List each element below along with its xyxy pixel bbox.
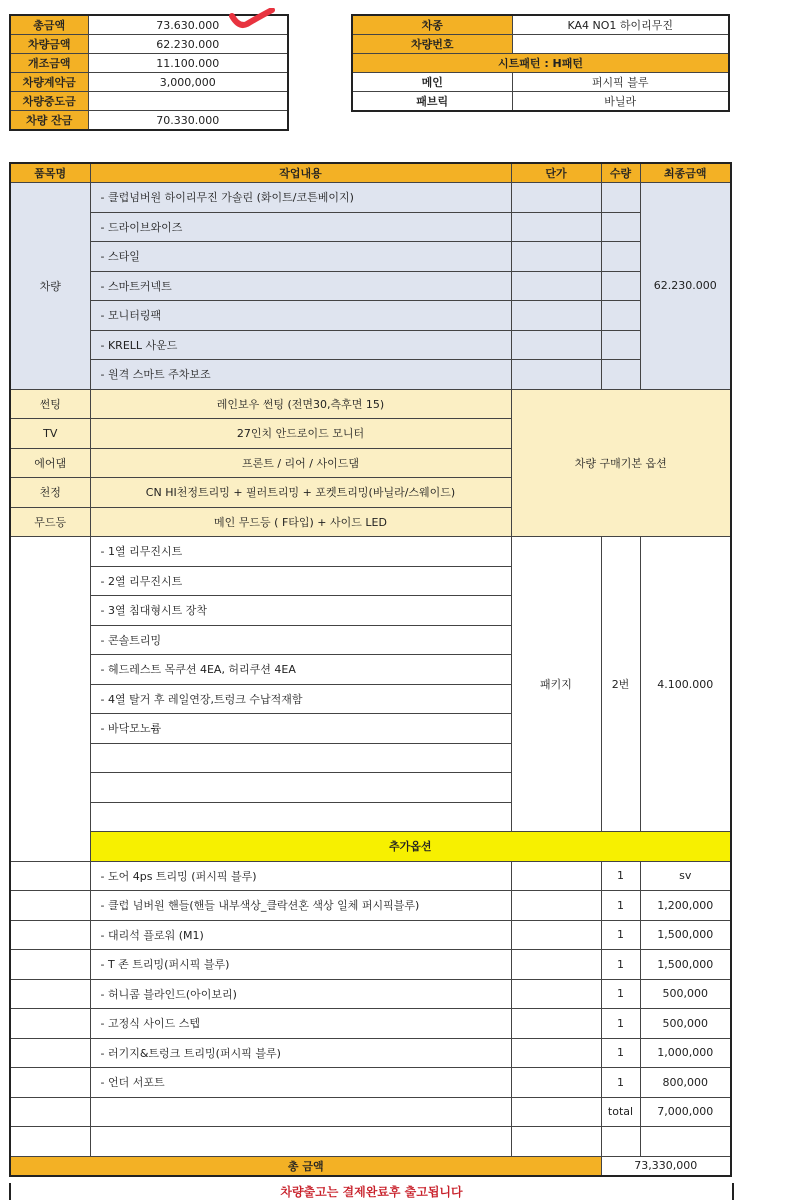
car-item-row [10,271,731,301]
additional-item: - 대리석 플로워 (M1) [90,920,511,950]
basic-content: CN HI천정트리밍 + 필러트리밍 + 포켓트리밍(바닐라/스웨이드) [90,478,511,508]
additional-amount: 800,000 [640,1068,731,1098]
car-total: 62.230.000 [640,183,731,390]
car-unit-price [511,301,601,331]
basic-content: 프론트 / 리어 / 사이드댐 [90,448,511,478]
package-item: - 4열 탈거 후 레일연장,트렁크 수납적재함 [90,684,511,714]
vehicle-info-table [351,14,730,112]
package-item: - 1열 리무진시트 [90,537,511,567]
additional-item [90,1097,511,1127]
package-item: - 바닥모노륨 [90,714,511,744]
additional-qty: 1 [601,1009,640,1039]
additional-unit-price [511,1097,601,1127]
package-item: - 헤드레스트 목쿠션 4EA, 허리쿠션 4EA [90,655,511,685]
package-item [90,773,511,803]
car-item: - 스타일 [90,242,511,272]
check-mark-icon [229,8,275,30]
package-category [10,537,90,862]
additional-qty: 1 [601,920,640,950]
additional-amount: sv [640,861,731,891]
car-unit-price [511,212,601,242]
additional-item: - 허니콤 블라인드(아이보리) [90,979,511,1009]
car-qty [601,183,640,213]
additional-item: - 언더 서포트 [90,1068,511,1098]
car-item-row [10,242,731,272]
additional-unit-price [511,1127,601,1157]
summary-value: 73.630.000 [88,15,288,35]
summary-row [10,73,288,92]
car-item: - 원격 스마트 주차보조 [90,360,511,390]
additional-amount: 1,200,000 [640,891,731,921]
additional-unit-price [511,979,601,1009]
additional-item: - 도어 4ps 트리밍 (퍼시픽 블루) [90,861,511,891]
additional-item: - 고정식 사이드 스텝 [90,1009,511,1039]
additional-item-row [10,1097,731,1127]
additional-qty: 1 [601,891,640,921]
header-content: 작업내용 [90,163,511,183]
additional-category [10,1127,90,1157]
price-summary-table [9,14,289,131]
additional-item-row [10,891,731,921]
summary-label: 차량 잔금 [10,111,88,131]
additional-unit-price [511,950,601,980]
additional-amount [640,1127,731,1157]
car-qty [601,301,640,331]
additional-category [10,1097,90,1127]
additional-category [10,861,90,891]
additional-item: - 클럽 넘버원 핸들(핸들 내부색상_클락션혼 색상 일체 퍼시픽블루) [90,891,511,921]
package-price: 패키지 [511,537,601,832]
car-item-row [10,183,731,213]
car-qty [601,360,640,390]
summary-row [10,35,288,54]
car-item-row [10,301,731,331]
summary-label: 총금액 [10,15,88,35]
car-item: - 드라이브와이즈 [90,212,511,242]
basic-content: 메인 무드등 ( F타입) + 사이드 LED [90,507,511,537]
summary-row [10,92,288,111]
fabric-label: 패브릭 [352,92,512,112]
additional-amount: 1,500,000 [640,950,731,980]
additional-category [10,1068,90,1098]
main-color-value: 퍼시픽 블루 [512,73,729,92]
package-item [90,743,511,773]
package-item-row [10,537,731,567]
summary-label: 차량계약금 [10,73,88,92]
header-unit-price: 단가 [511,163,601,183]
summary-label: 개조금액 [10,54,88,73]
header-category: 품목명 [10,163,90,183]
additional-item-row [10,1127,731,1157]
additional-options-header: 추가옵션 [90,832,731,862]
additional-category [10,950,90,980]
additional-header-row [10,832,731,862]
additional-qty: 1 [601,1068,640,1098]
summary-value: 70.330.000 [88,111,288,131]
additional-item-row [10,1038,731,1068]
additional-item-row [10,979,731,1009]
additional-unit-price [511,861,601,891]
basic-option-row [10,389,731,419]
additional-category [10,920,90,950]
summary-value: 11.100.000 [88,54,288,73]
basic-content: 레인보우 썬팅 (전면30,측후면 15) [90,389,511,419]
car-item: - 클럽넘버원 하이리무진 가솔린 (화이트/코튼베이지) [90,183,511,213]
notice-text: 차량출고는 결제완료후 출고됩니다 [9,1183,734,1200]
additional-amount: 1,000,000 [640,1038,731,1068]
additional-qty: 1 [601,1038,640,1068]
basic-category: 에어댐 [10,448,90,478]
fabric-value: 바닐라 [512,92,729,112]
additional-unit-price [511,920,601,950]
package-item: - 3열 침대형시트 장착 [90,596,511,626]
additional-category [10,1009,90,1039]
header-final-amount: 최종금액 [640,163,731,183]
summary-value: 62.230.000 [88,35,288,54]
car-item: - KRELL 사운드 [90,330,511,360]
additional-qty [601,1127,640,1157]
summary-label: 차량중도금 [10,92,88,111]
basic-category: 무드등 [10,507,90,537]
additional-item-row [10,1068,731,1098]
basic-content: 27인치 안드로이드 모니터 [90,419,511,449]
summary-row [10,54,288,73]
car-unit-price [511,242,601,272]
additional-item: - T 존 트리밍(퍼시픽 블루) [90,950,511,980]
model-label: 차종 [352,15,512,35]
additional-item [90,1127,511,1157]
additional-item-row [10,861,731,891]
car-unit-price [511,183,601,213]
model-value: KA4 NO1 하이리무진 [512,15,729,35]
package-item: - 2열 리무진시트 [90,566,511,596]
summary-value [88,92,288,111]
package-qty: 2번 [601,537,640,832]
summary-value: 3,000,000 [88,73,288,92]
additional-category [10,979,90,1009]
car-qty [601,212,640,242]
car-item: - 모니터링팩 [90,301,511,331]
plate-value [512,35,729,54]
car-category: 차량 [10,183,90,390]
additional-item-row [10,1009,731,1039]
main-color-label: 메인 [352,73,512,92]
car-qty [601,242,640,272]
additional-category [10,1038,90,1068]
additional-amount: 1,500,000 [640,920,731,950]
summary-label: 차량금액 [10,35,88,54]
additional-unit-price [511,1009,601,1039]
basic-category: TV [10,419,90,449]
additional-qty: 1 [601,979,640,1009]
car-unit-price [511,330,601,360]
car-unit-price [511,271,601,301]
car-item: - 스마트커넥트 [90,271,511,301]
additional-unit-price [511,1038,601,1068]
car-item-row [10,360,731,390]
car-unit-price [511,360,601,390]
package-total: 4.100.000 [640,537,731,832]
additional-item-row [10,920,731,950]
grand-total-value: 73,330,000 [601,1156,731,1176]
additional-amount: 500,000 [640,1009,731,1039]
additional-unit-price [511,1068,601,1098]
grand-total-label: 총 금액 [10,1156,601,1176]
header-qty: 수량 [601,163,640,183]
additional-unit-price [511,891,601,921]
additional-item: - 러기지&트렁크 트리밍(퍼시픽 블루) [90,1038,511,1068]
basic-note: 차량 구매기본 옵션 [511,389,731,537]
summary-row [10,111,288,131]
plate-label: 차량번호 [352,35,512,54]
additional-amount: 500,000 [640,979,731,1009]
additional-qty: 1 [601,861,640,891]
additional-qty: 1 [601,950,640,980]
basic-category: 천정 [10,478,90,508]
additional-category [10,891,90,921]
basic-category: 썬팅 [10,389,90,419]
car-item-row [10,212,731,242]
grand-total-row [10,1156,731,1176]
seat-pattern: 시트패턴 : H패턴 [352,54,729,73]
package-item: - 콘솔트리밍 [90,625,511,655]
work-items-table [9,162,732,1177]
car-item-row [10,330,731,360]
car-qty [601,271,640,301]
car-qty [601,330,640,360]
additional-qty: total [601,1097,640,1127]
additional-amount: 7,000,000 [640,1097,731,1127]
package-item [90,802,511,832]
additional-item-row [10,950,731,980]
